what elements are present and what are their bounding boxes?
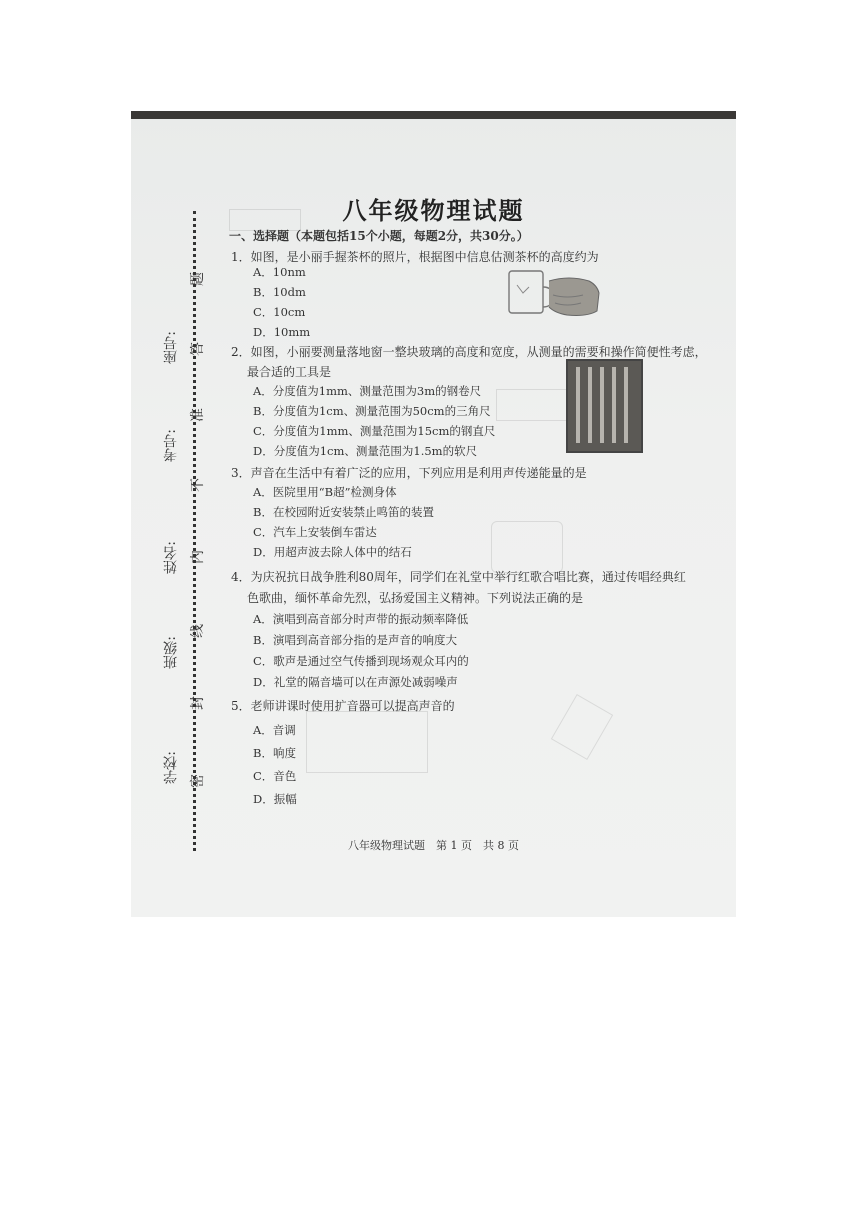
seal-char: 不 <box>190 478 206 492</box>
seal-char: 准 <box>190 408 206 422</box>
exam-no-label: 考号: <box>163 429 179 462</box>
seal-char: 密 <box>190 774 206 788</box>
question-1-option-c: C．10cm <box>253 305 306 319</box>
question-3-option-a: A．医院里用“B超”检测身体 <box>253 485 397 499</box>
question-2-option-b: B．分度值为1cm、测量范围为50cm的三角尺 <box>253 404 491 418</box>
question-3-option-b: B．在校园附近安装禁止鸣笛的装置 <box>253 505 434 519</box>
seal-char: 题 <box>190 272 206 286</box>
question-5-stem: 5．老师讲课时使用扩音器可以提高声音的 <box>231 699 455 713</box>
question-2-stem: 2．如图，小丽要测量落地窗一整块玻璃的高度和宽度，从测量的需要和操作简便性考虑， <box>231 345 707 359</box>
class-label: 班级: <box>163 636 179 669</box>
question-4-option-c: C．歌声是通过空气传播到现场观众耳内的 <box>253 654 469 668</box>
bleed-through-box <box>496 389 568 421</box>
question-5-option-d: D．振幅 <box>253 792 297 806</box>
bleed-through-box <box>551 694 613 760</box>
bleed-through-box <box>306 711 428 773</box>
question-1-stem: 1．如图，是小丽手握茶杯的照片，根据图中信息估测茶杯的高度约为 <box>231 250 599 264</box>
question-1-option-b: B．10dm <box>253 285 306 299</box>
bleed-through-box <box>491 521 563 573</box>
exam-photo <box>131 111 736 917</box>
question-2-option-d: D．分度值为1cm、测量范围为1.5m的软尺 <box>253 444 478 458</box>
question-2-stem-cont: 最合适的工具是 <box>247 365 332 379</box>
question-5-option-b: B．响度 <box>253 746 296 760</box>
question-1-option-d: D．10mm <box>253 325 311 339</box>
page-footer: 八年级物理试题 第 1 页 共 8 页 <box>348 839 519 852</box>
question-4-option-a: A．演唱到高音部分时声带的振动频率降低 <box>253 612 469 626</box>
question-2-option-c: C．分度值为1mm、测量范围为15cm的钢直尺 <box>253 424 496 438</box>
question-3-option-c: C．汽车上安装倒车雷达 <box>253 525 377 539</box>
question-4-option-d: D．礼堂的隔音墙可以在声源处减弱噪声 <box>253 675 458 689</box>
question-5-option-a: A．音调 <box>253 723 296 737</box>
binding-margin <box>131 111 231 917</box>
seal-char: 封 <box>190 696 206 710</box>
seat-label: 座号: <box>163 331 179 364</box>
seal-dotted-line <box>193 211 196 851</box>
seal-char: 答 <box>190 342 206 356</box>
question-4-option-b: B．演唱到高音部分指的是声音的响度大 <box>253 633 457 647</box>
section-heading: 一、选择题（本题包括15个小题，每题2分，共30分。） <box>229 229 529 243</box>
question-2-option-a: A．分度值为1mm、测量范围为3m的钢卷尺 <box>253 384 482 398</box>
seal-char: 内 <box>190 550 206 564</box>
school-label: 学校: <box>163 751 179 784</box>
question-5-option-c: C．音色 <box>253 769 297 783</box>
name-label: 姓名: <box>163 541 179 574</box>
question-4-stem-cont: 色歌曲，缅怀革命先烈，弘扬爱国主义精神。下列说法正确的是 <box>247 591 584 605</box>
seal-char: 线 <box>190 624 206 638</box>
exam-title: 八年级物理试题 <box>342 196 525 225</box>
question-1-option-a: A．10nm <box>253 265 306 279</box>
window-glass-image <box>566 359 643 453</box>
question-4-stem: 4．为庆祝抗日战争胜利80周年，同学们在礼堂中举行红歌合唱比赛，通过传唱经典红 <box>231 570 686 584</box>
cup-in-hand-image <box>503 267 601 319</box>
question-3-option-d: D．用超声波去除人体中的结石 <box>253 545 412 559</box>
question-3-stem: 3．声音在生活中有着广泛的应用，下列应用是利用声传递能量的是 <box>231 466 587 480</box>
